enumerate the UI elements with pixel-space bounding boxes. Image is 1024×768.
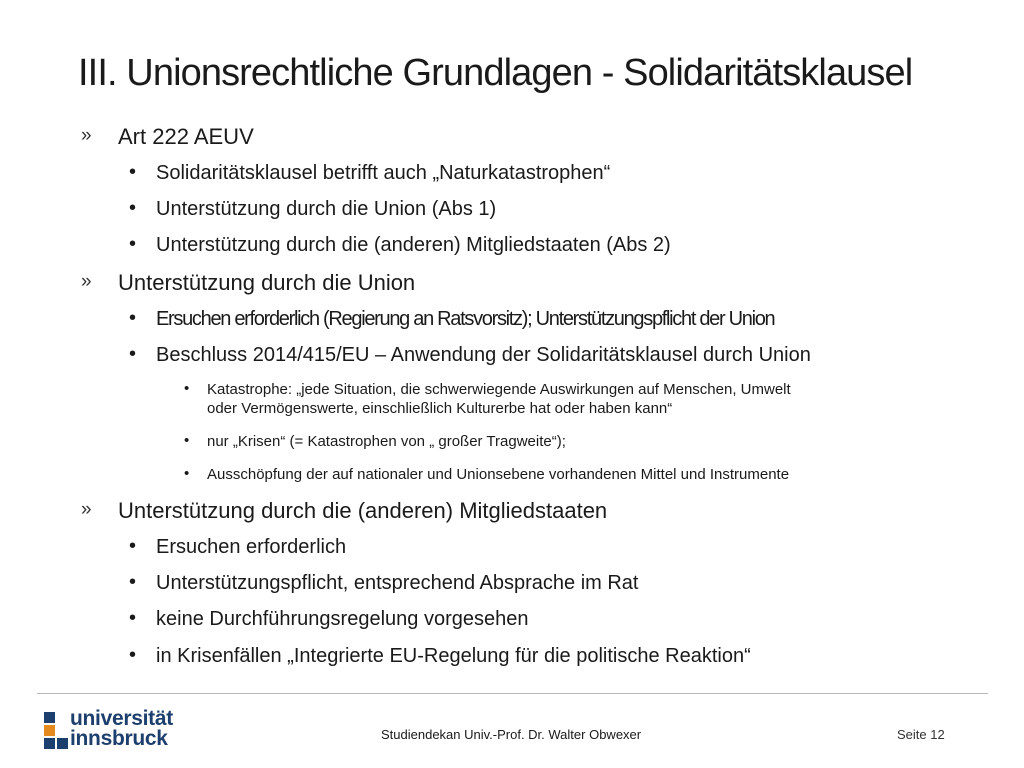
list-item-text: Beschluss 2014/415/EU – Anwendung der Solidaritätsklausel durch Union [156,344,811,366]
list-item [129,197,497,221]
logo-line-1: universität [70,707,173,730]
bullet-icon: • [184,465,190,482]
bullet-icon: • [129,343,137,365]
footer-divider [37,693,988,694]
guillemet-bullet-icon: » [81,271,92,292]
footer-author: Studiendekan Univ.-Prof. Dr. Walter Obwexer [381,727,642,742]
page-number: Seite 12 [897,727,945,742]
sub-list-item [184,465,790,484]
section-heading-union [81,270,416,296]
bullet-icon: • [129,307,137,329]
sub-list-item-text: Katastrophe: „jede Situation, die schwerwiegende Auswirkungen auf Menschen, Umwelt [207,381,791,398]
list-item [129,571,639,595]
list-item-text: Ersuchen erforderlich [156,536,347,558]
bullet-icon: • [129,233,137,255]
logo-square-icon [44,725,55,736]
logo-square-icon [44,738,55,749]
sub-list-item-text: nur „Krisen“ (= Katastrophen von „ großer Tragweite“); [207,433,566,450]
list-item [129,233,671,257]
list-item-text: Unterstützungspflicht, entsprechend Absprache im Rat [156,572,639,594]
list-item-text: keine Durchführungsregelung vorgesehen [156,608,529,630]
list-item-text: Ersuchen erforderlich (Regierung an Ratsvorsitz); Unterstützungspflicht der Union [156,308,775,330]
guillemet-bullet-icon: » [81,499,92,520]
logo-line-2: innsbruck [70,727,168,750]
logo-square-icon [44,712,55,723]
list-item-text: Unterstützung durch die (anderen) Mitgliedstaaten (Abs 2) [156,234,671,256]
section-heading-member-states [81,498,608,524]
bullet-icon: • [129,535,137,557]
section-heading-art-222 [81,124,254,150]
sub-list-item-text-continued: oder Vermögenswerte, einschließlich Kulturerbe hat oder haben kann“ [207,400,673,417]
section-heading-text: Art 222 AEUV [118,124,254,149]
list-item-text: Solidaritätsklausel betrifft auch „Naturkatastrophen“ [156,162,611,184]
list-item [129,307,775,331]
list-item [129,343,811,367]
bullet-icon: • [184,432,190,449]
list-item-text: Unterstützung durch die Union (Abs 1) [156,198,497,220]
section-heading-text: Unterstützung durch die (anderen) Mitgliedstaaten [118,498,608,523]
slide-title: III. Unionsrechtliche Grundlagen - Solidaritätsklausel [78,52,913,94]
list-item [129,535,347,559]
list-item [129,161,611,185]
bullet-icon: • [129,197,137,219]
bullet-icon: • [129,161,137,183]
bullet-icon: • [129,571,137,593]
list-item [129,607,529,631]
bullet-icon: • [184,380,190,397]
sub-list-item [184,432,566,451]
logo-square-icon [57,738,68,749]
list-item-text: in Krisenfällen „Integrierte EU-Regelung für die politische Reaktion“ [156,645,751,667]
bullet-icon: • [129,607,137,629]
sub-list-item-text: Ausschöpfung der auf nationaler und Unionsebene vorhandenen Mittel und Instrumente [207,466,790,483]
list-item [129,644,751,668]
logo-wordmark [70,709,173,749]
guillemet-bullet-icon: » [81,125,92,146]
bullet-icon: • [129,644,137,666]
section-heading-text: Unterstützung durch die Union [118,270,416,295]
sub-list-item [184,380,791,418]
